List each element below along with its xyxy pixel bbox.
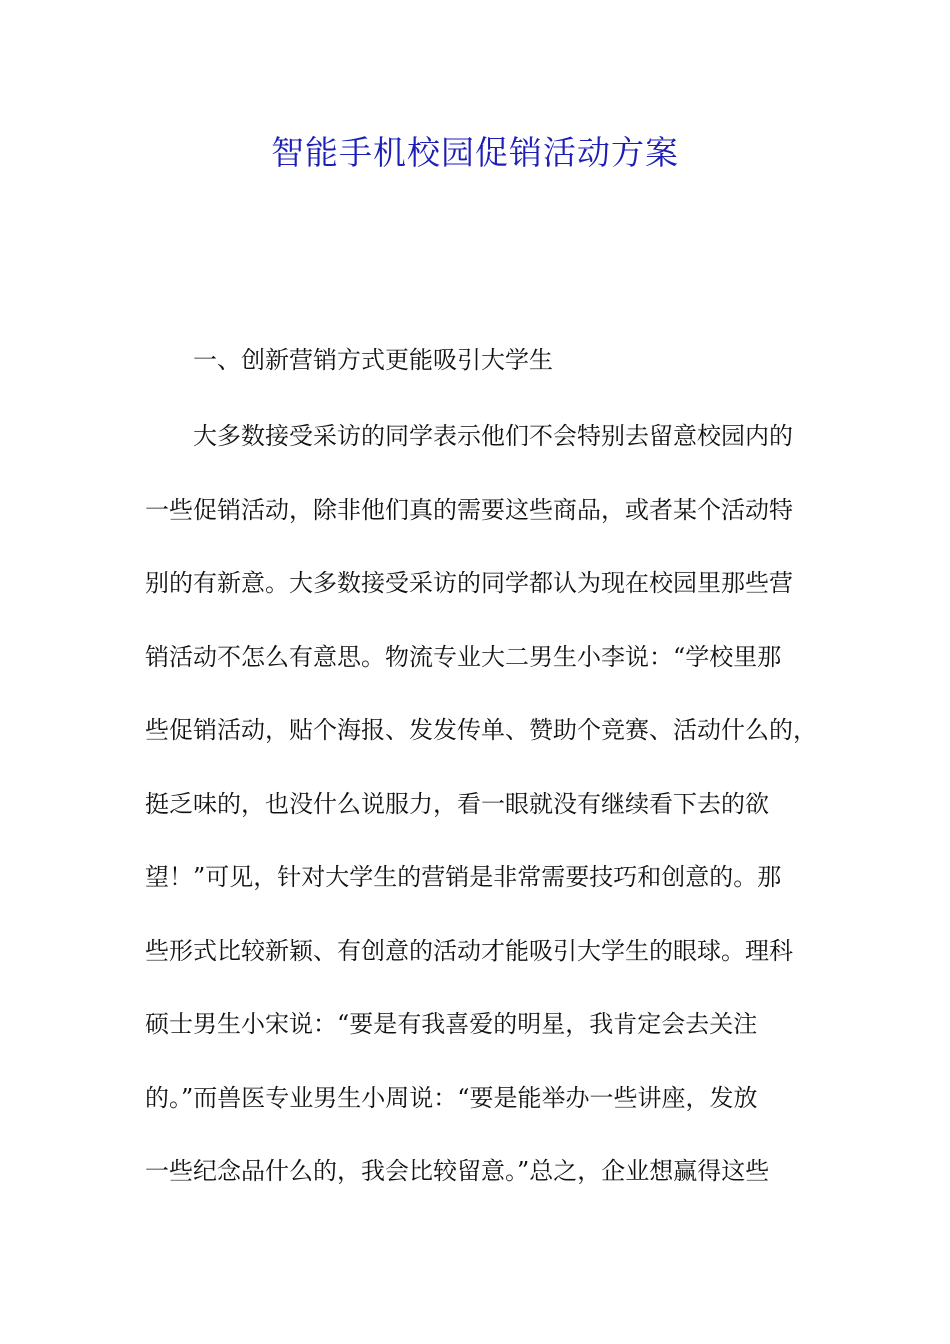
paragraph-line: 一些纪念品什么的，我会比较留意。”总之，企业想赢得这些 xyxy=(145,1157,770,1185)
paragraph-line: 的。”而兽医专业男生小周说：“要是能举办一些讲座，发放 xyxy=(145,1083,758,1112)
paragraph-line: 别的有新意。大多数接受采访的同学都认为现在校园里那些营 xyxy=(145,569,793,597)
section-heading: 一、创新营销方式更能吸引大学生 xyxy=(193,346,553,374)
paragraph-line: 望！”可见，针对大学生的营销是非常需要技巧和创意的。那 xyxy=(145,863,782,891)
paragraph-line: 销活动不怎么有意思。物流专业大二男生小李说：“学校里那 xyxy=(145,642,782,671)
paragraph-line: 些促销活动，贴个海报、发发传单、赞助个竞赛、活动什么的， xyxy=(145,716,817,744)
paragraph-line: 大多数接受采访的同学表示他们不会特别去留意校园内的 xyxy=(193,422,793,450)
paragraph-line: 些形式比较新颖、有创意的活动才能吸引大学生的眼球。理科 xyxy=(145,936,793,965)
paragraph-line: 硕士男生小宋说：“要是有我喜爱的明星，我肯定会去关注 xyxy=(145,1010,758,1038)
page-title: 智能手机校园促销活动方案 xyxy=(271,133,679,172)
paragraph-line: 挺乏味的，也没什么说服力，看一眼就没有继续看下去的欲 xyxy=(145,789,769,818)
body-paragraph xyxy=(145,412,825,1221)
paragraph-line: 一些促销活动，除非他们真的需要这些商品，或者某个活动特 xyxy=(145,495,793,524)
